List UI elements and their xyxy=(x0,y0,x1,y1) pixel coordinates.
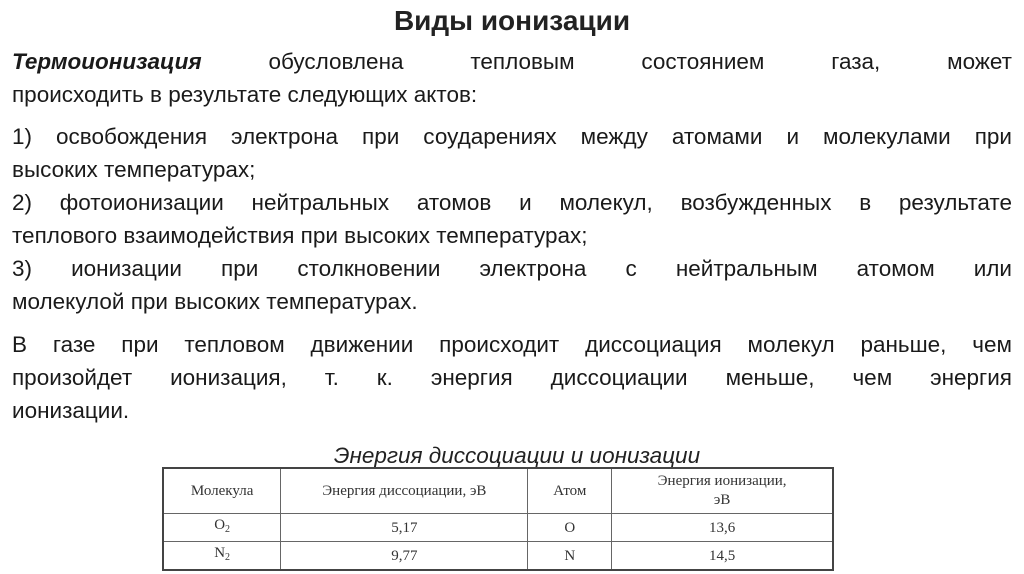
header-ionization-line-1: Энергия ионизации, xyxy=(657,473,787,489)
conclusion-line-3: ионизации. xyxy=(12,398,130,423)
molecule-symbol: O xyxy=(214,517,226,533)
header-dissociation-energy: Энергия диссоциации, эВ xyxy=(281,468,528,514)
table-header-row xyxy=(163,468,833,514)
act-2-line-2: теплового взаимодействия при высоких температурах; xyxy=(12,223,588,248)
intro-paragraph xyxy=(12,45,1012,111)
intro-line-1 xyxy=(12,45,1012,78)
molecule-subscript: 2 xyxy=(225,552,231,563)
acts-list xyxy=(12,120,1012,318)
intro-line-1-text: обусловлена тепловым состоянием газа, может xyxy=(268,49,1012,74)
energy-table xyxy=(162,467,834,571)
term-thermoionization: Термоионизация xyxy=(12,49,202,74)
header-molecule: Молекула xyxy=(163,468,281,514)
header-ionization-line-2: эВ xyxy=(713,492,731,508)
conclusion-line-2: произойдет ионизация, т. к. энергия диссоциации меньше, чем энергия xyxy=(12,365,1012,390)
act-2-line-1: 2) фотоионизации нейтральных атомов и молекул, возбужденных в результате xyxy=(12,190,1012,215)
act-3-line-1: 3) ионизации при столкновении электрона с нейтральным атомом или xyxy=(12,256,1012,281)
cell-ionization: 14,5 xyxy=(612,542,833,571)
header-ionization-energy xyxy=(612,468,833,514)
cell-atom: N xyxy=(528,542,612,571)
cell-molecule xyxy=(163,514,281,542)
slide-title: Виды ионизации xyxy=(393,5,631,36)
cell-molecule xyxy=(163,542,281,571)
cell-ionization: 13,6 xyxy=(612,514,833,542)
molecule-symbol: N xyxy=(214,545,226,561)
table-row xyxy=(163,542,833,571)
act-1-line-1: 1) освобождения электрона при соударениях между атомами и молекулами при xyxy=(12,124,1012,149)
conclusion-line-1: В газе при тепловом движении происходит диссоциация молекул раньше, чем xyxy=(12,332,1012,357)
cell-dissociation: 5,17 xyxy=(281,514,528,542)
act-1-line-2: высоких температурах; xyxy=(12,157,256,182)
header-atom: Атом xyxy=(528,468,612,514)
table-row xyxy=(163,514,833,542)
conclusion-paragraph xyxy=(12,328,1012,427)
cell-dissociation: 9,77 xyxy=(281,542,528,571)
table-caption: Энергия диссоциации и ионизации xyxy=(333,443,701,468)
intro-line-2: происходить в результате следующих актов: xyxy=(12,82,478,107)
act-3-line-2: молекулой при высоких температурах. xyxy=(12,289,418,314)
cell-atom: O xyxy=(528,514,612,542)
molecule-subscript: 2 xyxy=(225,524,231,535)
